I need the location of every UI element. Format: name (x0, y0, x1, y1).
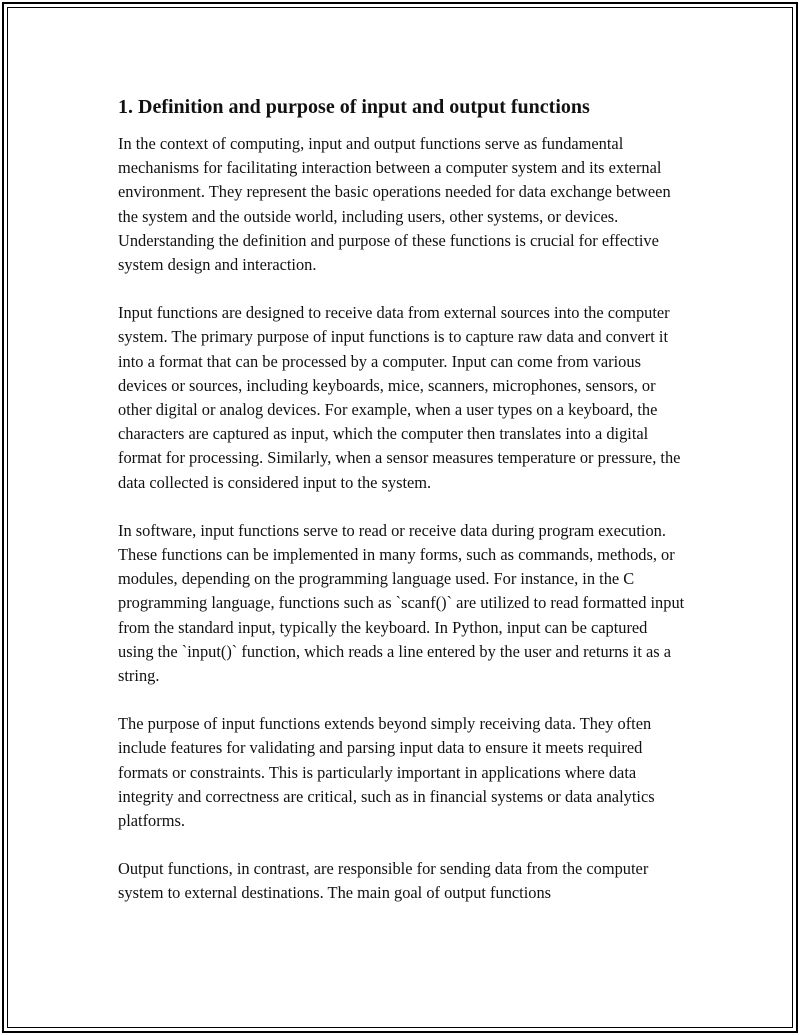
paragraph-input-functions: Input functions are designed to receive data from external sources into the computer system. The primary purpose of input functions is to capture raw data and convert it into a format that can be processed by a computer. Input can come from various devices or sources, including keyboards, mice, scanners, microphones, sensors, or other digital or analog devices. For example, when a user types on a keyboard, the characters are captured as input, which the computer then translates into a digital format for processing. Similarly, when a sensor measures temperature or pressure, the data collected is considered input to the system. (118, 303, 681, 492)
paragraph-software-input: In software, input functions serve to read or receive data during program execution. These functions can be implemented in many forms, such as commands, methods, or modules, depending on the programming language used. For instance, in the C programming language, functions such as `scanf()` are utilized to read formatted input from the standard input, typically the keyboard. In Python, input can be captured using the `input()` function, which reads a line entered by the user and returns it as a string. (118, 520, 685, 686)
document-body (118, 94, 686, 930)
paragraph-intro: In the context of computing, input and output functions serve as fundamental mechanisms for facilitating interaction between a computer system and its external environment. They represent the basic operations needed for data exchange between the system and the outside world, including users, other systems, or devices. Understanding the definition and purpose of these functions is crucial for effective system design and interaction. (118, 134, 671, 275)
paragraph-output-functions: Output functions, in contrast, are responsible for sending data from the computer system to external destinations. The main goal of output functions (118, 859, 649, 903)
paragraph-input-purpose: The purpose of input functions extends beyond simply receiving data. They often include features for validating and parsing input data to ensure it meets required formats or constraints. This is particularly important in applications where data integrity and correctness are critical, such as in financial systems or data analytics platforms. (118, 714, 655, 831)
section-heading: 1. Definition and purpose of input and output functions (118, 96, 590, 118)
